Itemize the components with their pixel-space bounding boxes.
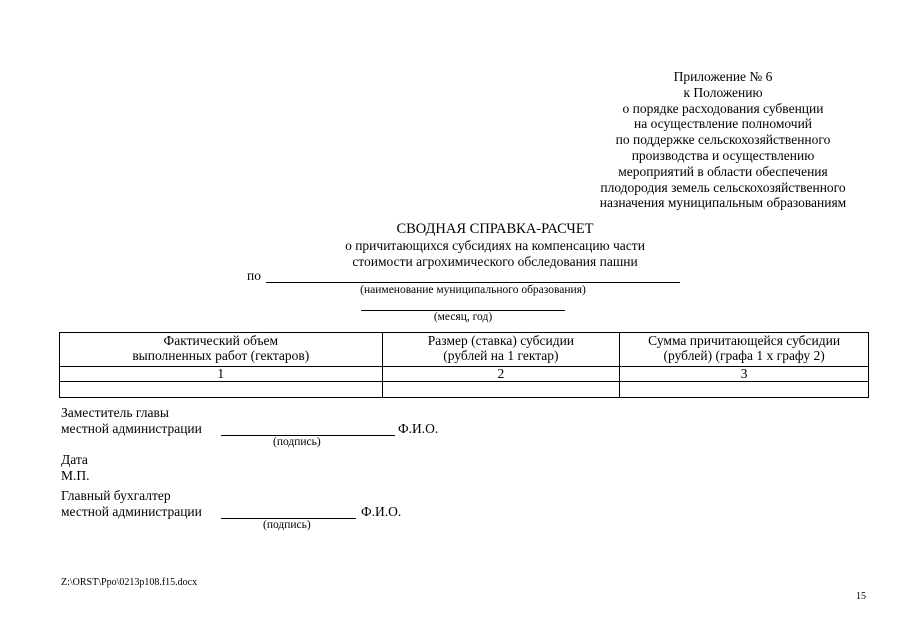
table-header-cell: Размер (ставка) субсидии (рублей на 1 гектар) [382, 333, 620, 367]
table-header-cell: Фактический объем выполненных работ (гектаров) [60, 333, 383, 367]
annex-line: по поддержке сельскохозяйственного [615, 132, 831, 148]
municipality-caption: (наименование муниципального образования) [360, 284, 586, 296]
table-cell [60, 382, 383, 398]
accountant-title-line2: местной администрации [61, 504, 202, 519]
annex-line: назначения муниципальным образованиям [599, 195, 847, 211]
deputy-title-line1: Заместитель главы [61, 405, 169, 420]
table-row [60, 382, 869, 398]
table-column-number-row [60, 367, 869, 382]
accountant-fio: Ф.И.О. [361, 504, 402, 519]
month-year-caption: (месяц, год) [433, 311, 493, 323]
municipality-fill-line [266, 282, 680, 283]
document-title [250, 221, 740, 269]
column-number-cell: 1 [60, 367, 383, 382]
calculation-table [59, 332, 869, 398]
annex-line: к Положению [683, 84, 763, 100]
table-header-row [60, 333, 869, 367]
deputy-title-line2: местной администрации [61, 421, 202, 436]
annex-line: о порядке расходования субвенции [622, 100, 824, 116]
annex-header [560, 69, 886, 211]
annex-line: Приложение № 6 [673, 69, 773, 84]
column-number-cell: 2 [382, 367, 620, 382]
accountant-signature-caption: (подпись) [263, 519, 311, 531]
deputy-fio: Ф.И.О. [398, 421, 439, 436]
accountant-title-line1: Главный бухгалтер [61, 488, 171, 503]
column-number-cell: 3 [620, 367, 869, 382]
annex-line: мероприятий в области обеспечения [618, 163, 828, 179]
page-number: 15 [856, 591, 866, 602]
table-cell [382, 382, 620, 398]
table-cell [620, 382, 869, 398]
table-header-cell: Сумма причитающейся субсидии (рублей) (графа 1 х графу 2) [620, 333, 869, 367]
date-label: Дата [61, 452, 88, 467]
annex-line: плодородия земель сельскохозяйственного [600, 179, 846, 195]
po-label: по [247, 268, 261, 283]
annex-line: производства и осуществлению [631, 147, 815, 163]
deputy-signature-caption: (подпись) [273, 436, 321, 448]
file-path: Z:\ORST\Ppo\0213p108.f15.docx [61, 577, 198, 588]
title-subtitle-line: стоимости агрохимического обследования пашни [352, 253, 638, 269]
annex-line: на осуществление полномочий [633, 116, 813, 132]
title-main: СВОДНАЯ СПРАВКА-РАСЧЕТ [396, 221, 594, 237]
title-subtitle-line: о причитающихся субсидиях на компенсацию части [345, 238, 645, 253]
mp-label: М.П. [61, 468, 90, 483]
